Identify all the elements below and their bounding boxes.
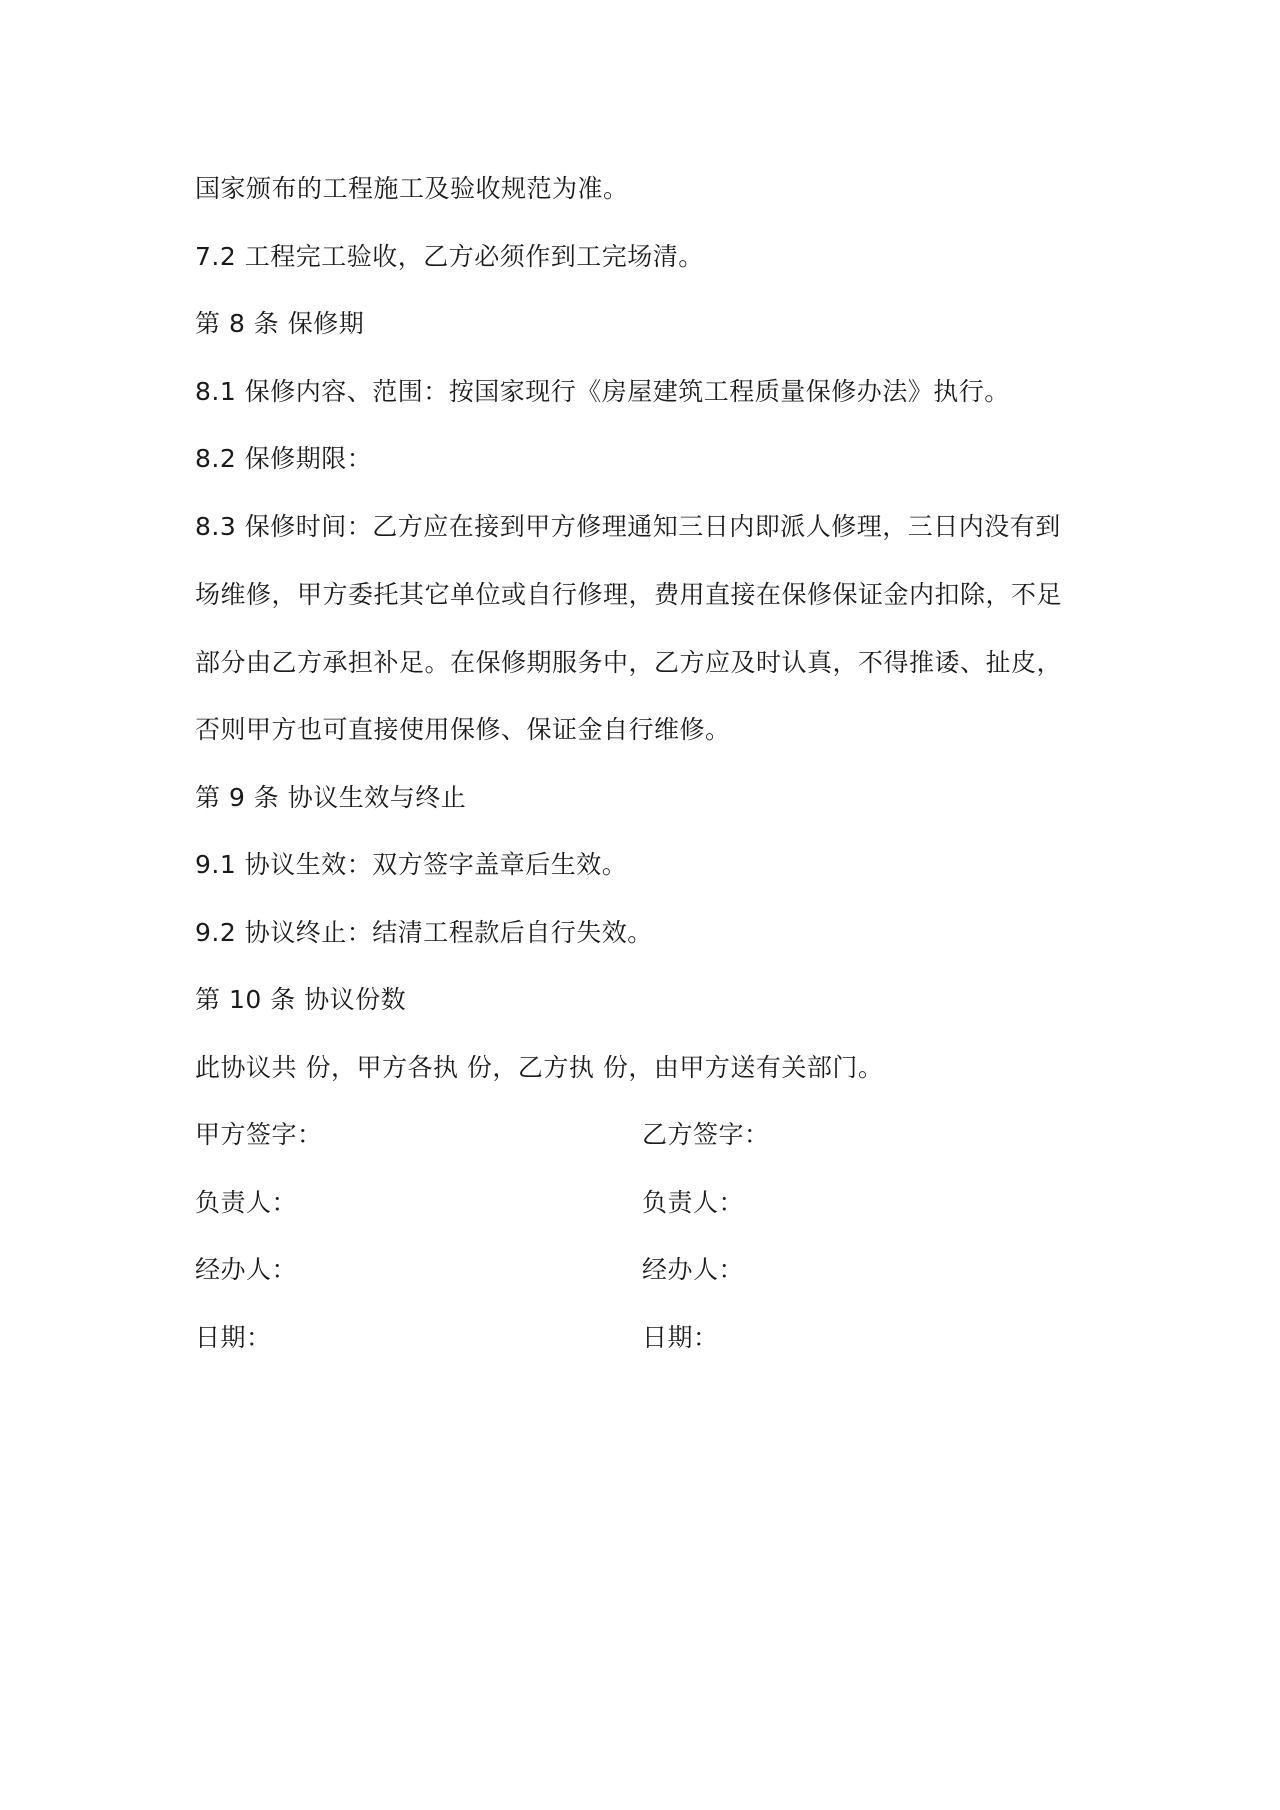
party-a-handler-label: 经办人： bbox=[195, 1255, 298, 1284]
clause-9-2: 9.2 协议终止：结清工程款后自行失效。 bbox=[195, 918, 653, 947]
clause-8-3-line-2: 场维修，甲方委托其它单位或自行修理，费用直接在保修保证金内扣除，不足 bbox=[195, 580, 1063, 609]
clause-7-2: 7.2 工程完工验收，乙方必须作到工完场清。 bbox=[195, 242, 704, 271]
article-10-heading: 第 10 条 协议份数 bbox=[195, 985, 407, 1014]
clause-9-1: 9.1 协议生效：双方签字盖章后生效。 bbox=[195, 850, 628, 879]
body-text-line: 国家颁布的工程施工及验收规范为准。 bbox=[195, 174, 629, 203]
party-b-date-label: 日期： bbox=[642, 1323, 719, 1352]
article-8-heading: 第 8 条 保修期 bbox=[195, 309, 365, 338]
copies-clause: 此协议共 份，甲方各执 份，乙方执 份，由甲方送有关部门。 bbox=[195, 1053, 884, 1082]
clause-8-3-line-1: 8.3 保修时间：乙方应在接到甲方修理通知三日内即派人修理，三日内没有到 bbox=[195, 512, 1061, 541]
party-a-date-label: 日期： bbox=[195, 1323, 272, 1352]
clause-8-3-line-4: 否则甲方也可直接使用保修、保证金自行维修。 bbox=[195, 715, 731, 744]
article-9-heading: 第 9 条 协议生效与终止 bbox=[195, 783, 467, 812]
party-a-responsible-label: 负责人： bbox=[195, 1188, 298, 1217]
clause-8-2: 8.2 保修期限： bbox=[195, 444, 373, 473]
clause-8-3-line-3: 部分由乙方承担补足。在保修期服务中，乙方应及时认真，不得推诿、扯皮， bbox=[195, 648, 1063, 677]
party-b-responsible-label: 负责人： bbox=[642, 1188, 745, 1217]
party-a-signature-label: 甲方签字： bbox=[195, 1120, 323, 1149]
party-b-signature-label: 乙方签字： bbox=[642, 1120, 770, 1149]
clause-8-1: 8.1 保修内容、范围：按国家现行《房屋建筑工程质量保修办法》执行。 bbox=[195, 377, 1010, 406]
party-b-handler-label: 经办人： bbox=[642, 1255, 745, 1284]
